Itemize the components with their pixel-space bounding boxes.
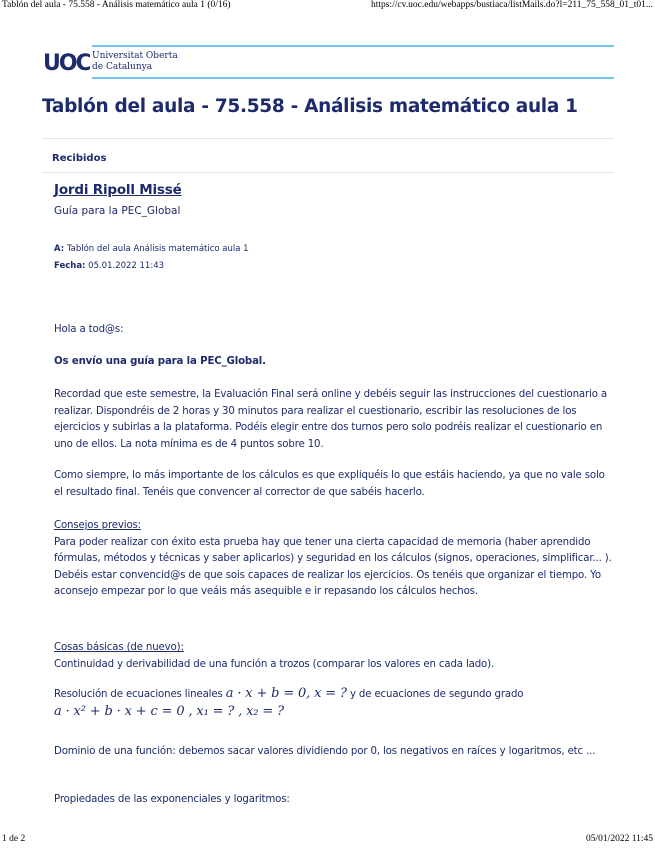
ecuaciones-suffix: y de ecuaciones de segundo grado: [349, 689, 524, 700]
message-paragraph-2: Como siempre, lo más importante de los cálculos es que expliquéis lo que estáis haciendo, ya que no vale solo el resultado final. Tenéis que convencer al corrector de que sabéis hacerlo.: [54, 470, 605, 498]
logo-line2: de Catalunya: [92, 62, 153, 72]
title-divider: [42, 138, 614, 139]
ecuacion-cuadratica: a · x² + b · x + c = 0 , x₁ = ? , x₂ = ?: [54, 703, 284, 719]
logo-top-line: [92, 45, 614, 47]
svg-text:UOC: UOC: [43, 51, 90, 76]
ecuaciones-line: [54, 686, 614, 720]
message-to: [54, 244, 249, 254]
cosas-title: Cosas básicas (de nuevo):: [54, 642, 184, 653]
propiedades-text: Propiedades de las exponenciales y logaritmos:: [54, 794, 290, 805]
consejos-title: Consejos previos:: [54, 520, 141, 531]
date-label: Fecha:: [54, 261, 86, 271]
uoc-logo-bar: [42, 45, 614, 79]
print-footer-page: 1 de 2: [2, 834, 26, 844]
message-date: [54, 261, 164, 271]
dominio-text: Dominio de una función: debemos sacar valores dividiendo por 0, los negativos en raíces y logaritmos, etc ...: [54, 746, 596, 757]
to-value: Tablón del aula Análisis matemático aula 1: [66, 244, 249, 254]
message-sender[interactable]: Jordi Ripoll Missé: [54, 182, 182, 198]
logo-line1: Universitat Oberta: [92, 51, 178, 61]
section-label-recibidos: Recibidos: [52, 153, 107, 164]
message-subject: Guía para la PEC_Global: [54, 205, 181, 217]
consejos-section: [54, 518, 614, 601]
section-divider: [42, 172, 614, 173]
cosas-text: Continuidad y derivabilidad de una función a trozos (comparar los valores en cada lado).: [54, 658, 495, 670]
logo-text: [92, 51, 178, 73]
message-paragraph-1: Recordad que este semestre, la Evaluación Final será online y debéis seguir las instrucciones del cuestionario a realizar. Dispondréis de 2 horas y 30 minutos para realizar el cuestionario, escribir las resoluciones de los ejercicios y subirlas a la plataforma. Podéis elegir entre dos turnos pero solo podréis realizar el cuestionario en uno de ellos. La nota mínima es de 4 puntos sobre 10.: [54, 389, 607, 450]
cosas-section: [54, 640, 614, 673]
ecuaciones-prefix: Resolución de ecuaciones lineales: [54, 689, 223, 700]
to-label: A:: [54, 244, 65, 254]
consejos-text: Para poder realizar con éxito esta prueba hay que tener una cierta capacidad de memoria (haber aprendido fórmulas, métodos y técnicas y saber aplicarlos) y seguridad en los cálculos (signos, operaciones, simplificar... ). Debéis estar convencid@s de que sois capaces de realizar los ejercicios. Os tenéis que organizar el tiempo. Yo aconsejo empezar por lo que veáis más asequible e ir repasando los cálculos hechos.: [54, 536, 612, 597]
logo-bottom-line: [92, 77, 614, 79]
print-footer: [0, 834, 655, 848]
message-intro: Os envío una guía para la PEC_Global.: [54, 356, 266, 367]
uoc-logo-icon: [42, 46, 90, 78]
date-value: 05.01.2022 11:43: [88, 261, 165, 271]
print-footer-datetime: 05/01/2022 11:45: [586, 834, 653, 844]
ecuacion-lineal: a · x + b = 0, x = ?: [225, 686, 347, 701]
message-greeting: Hola a tod@s:: [54, 324, 124, 335]
print-header-url: https://cv.uoc.edu/webapps/bustiaca/listMails.do?l=211_75_558_01_t01...: [371, 0, 653, 10]
page-title: Tablón del aula - 75.558 - Análisis matemático aula 1: [42, 96, 578, 117]
print-header-title: Tablón del aula - 75.558 - Análisis matemático aula 1 (0/16): [2, 0, 231, 10]
print-header: [0, 0, 655, 14]
